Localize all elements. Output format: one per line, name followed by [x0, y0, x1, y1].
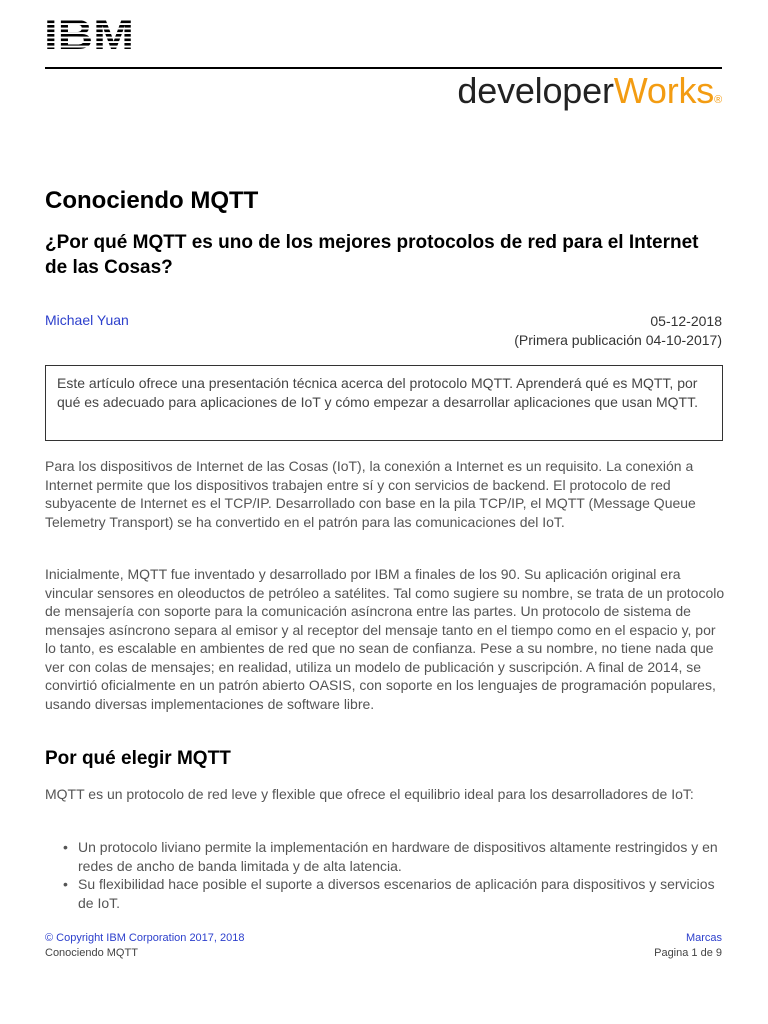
footer-doc-name: Conociendo MQTT — [45, 947, 138, 959]
list-item: • Su flexibilidad hace posible el suporte a diversos escenarios de aplicación para dispositivos y servicios de IoT. — [63, 876, 715, 911]
publication-date — [514, 312, 722, 350]
bullet-icon: • — [63, 839, 68, 855]
paragraph-intro: Para los dispositivos de Internet de las Cosas (IoT), la conexión a Internet es un requisito. La conexión a Internet permite que los dispositivos trabajen entre sí y con servicios de backend. El protocolo de red subyacente de Internet es el TCP/IP. Desarrollado con base en la pila TCP/IP, el MQTT (Message Queue Telemetry Transport) se ha convertido en el patrón para las comunicaciones del IoT. — [45, 458, 696, 530]
article-title: Conociendo MQTT — [45, 187, 259, 214]
copyright-link[interactable]: © Copyright IBM Corporation 2017, 2018 — [45, 932, 245, 944]
first-published-date: (Primera publicación 04-10-2017) — [514, 332, 722, 348]
brand-suffix: Works — [613, 70, 715, 111]
footer-left — [45, 931, 245, 961]
paragraph-history: Inicialmente, MQTT fue inventado y desarrollado por IBM a finales de los 90. Su aplicación original era vincular sensores en oleoductos de petróleo a satélites. Tal como sugiere su nombre, se trata de un protocolo de mensajería con soporte para la comunicación asíncrona entre las partes. Un protocolo de sistema de mensajes asíncrono separa al emisor y al receptor del mensaje tanto en el tiempo como en el espacio y, por lo tanto, es escalable en ambientes de red que no sean de confianza. Pese a su nombre, no tiene nada que ver con colas de mensajes; en realidad, utiliza un modelo de publicación y suscripción. A final de 2014, se convirtió oficialmente en un patrón abierto OASIS, con soporte en los lenguajes de programación populares, usando diversas implementaciones de software libre. — [45, 566, 725, 712]
page-number: Pagina 1 de 9 — [654, 947, 722, 959]
current-date: 05-12-2018 — [650, 313, 722, 329]
footer-right — [654, 931, 722, 961]
section-heading: Por qué elegir MQTT — [45, 748, 231, 769]
ibm-logo — [45, 16, 137, 52]
author-link[interactable]: Michael Yuan — [45, 312, 129, 328]
trademarks-link[interactable]: Marcas — [685, 932, 722, 944]
bullet-icon: • — [63, 876, 68, 892]
header-rule — [45, 67, 722, 69]
abstract-box: Este artículo ofrece una presentación técnica acerca del protocolo MQTT. Aprenderá qué es MQTT, por qué es adecuado para aplicaciones de IoT y cómo empezar a desarrollar aplicaciones que usan MQTT. — [45, 365, 723, 441]
brand-prefix: developer — [457, 70, 614, 111]
list-item: • Un protocolo liviano permite la implementación en hardware de dispositivos altamente restringidos y en redes de ancho de banda limitada y de alta latencia. — [63, 839, 718, 874]
article-subtitle: ¿Por qué MQTT es uno de los mejores protocolos de red para el Internet de las Cosas? — [45, 232, 699, 278]
section-intro: MQTT es un protocolo de red leve y flexible que ofrece el equilibrio ideal para los desarrolladores de IoT: — [45, 786, 694, 802]
developerworks-logo — [457, 70, 722, 112]
benefit-list — [45, 838, 725, 912]
brand-registered: ® — [714, 94, 722, 106]
